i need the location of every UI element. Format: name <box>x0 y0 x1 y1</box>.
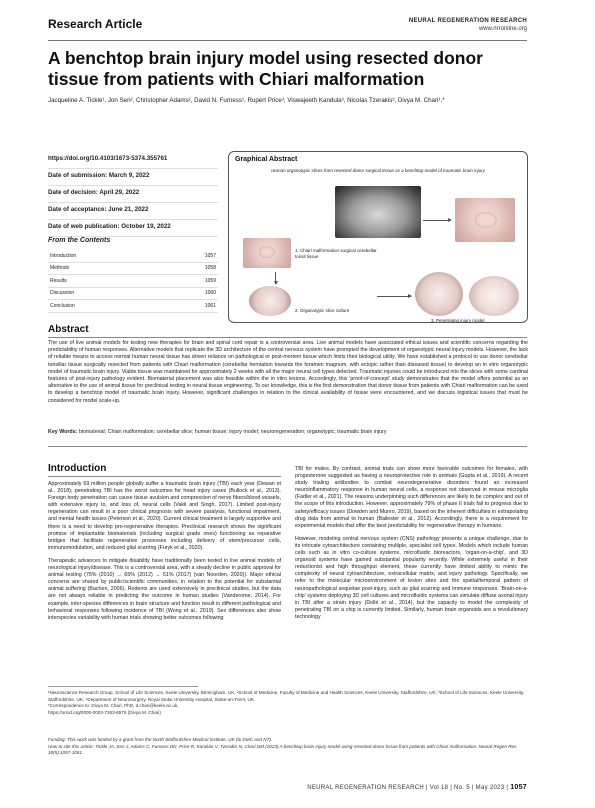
contents-item-page: 1057 <box>204 252 216 259</box>
paragraph: TBI for males. By contrast, animal trials can show more favorable outcomes for females, with progesterone suggested as having a neuroprotective role in animals (Gupta et al., 2019). A recent study trialing antibodies to combat neurodegenerative disorders found an increased neuroinflammatory response in human neural cells, a response not observed in mouse microglia (Fadler et al., 2021). The reasons underpinning such differences are likely to be complex and out of the scope of this introduction. However, approximately 79% of phase II trials fail to progress due to safety/efficacy issues (Dowden and Munro, 2019), based on the inherent difficulties in extrapolating drug data from animal to human (Bailester et al., 2012). Accordingly, there is a requirement for experimental models that offer the best predictability for regenerative therapy in humans. <box>295 466 528 529</box>
abstract-heading: Abstract <box>48 324 89 335</box>
step-label-1: 1. Chiari malformation surgical cerebellar tonsil tissue <box>295 248 377 259</box>
correspondence: *Correspondence to: Divya M. Chari, PhD, d.chari@keele.ac.uk. <box>48 703 179 709</box>
contents-item-page: 1061 <box>204 302 216 309</box>
date-decision: Date of decision: April 29, 2022 <box>48 186 218 203</box>
contents-row[interactable] <box>48 275 218 288</box>
journal-name: NEURAL REGENERATION RESEARCH <box>408 18 527 24</box>
page-footer <box>307 784 527 791</box>
author-list: Jacqueline A. Tickle¹, Jon Sen², Christopher Adams², David N. Furness¹, Rupert Price³, Viswajeeth Kandula³, Nicolas Tzerakis³, Divya M. Chari¹,* <box>48 97 445 104</box>
article-type: Research Article <box>48 17 143 31</box>
footnote-divider <box>48 686 198 687</box>
flow-arrow-icon <box>275 272 276 284</box>
contents-row[interactable] <box>48 300 218 313</box>
contents-row[interactable] <box>48 288 218 301</box>
page-number: 1057 <box>510 784 527 791</box>
contents-heading: From the Contents <box>48 237 111 244</box>
contents-item-name: Conclusion <box>50 302 75 309</box>
abstract-divider <box>48 337 527 338</box>
tissue-sample <box>475 212 497 228</box>
graphical-abstract-caption: Human organotypic slices from resected donor surgical tissue as a benchtop model of traumatic brain injury <box>271 168 485 173</box>
graphical-abstract-title: Graphical Abstract <box>235 156 298 163</box>
keywords-label: Key Words: <box>48 429 78 435</box>
affiliation-text: ¹Neuroscience Research Group, School of Life Sciences, Keele University, Birmingham, UK; ²School of Medicine, Faculty of Medicine and Health Sciences, Keele University, Staffordshire, UK; ³School of Life Sciences, Keele University, Staffordshire, UK; ⁴Department of Neurosurgery, Royal Stoke University Hospital, Stoke-on-Trent, UK <box>48 690 525 702</box>
introduction-divider <box>48 476 281 477</box>
tissue-sample-image <box>243 238 291 268</box>
doi-link[interactable]: https://doi.org/10.4103/1673-5374.355761 <box>48 152 218 169</box>
date-submission: Date of submission: March 9, 2022 <box>48 169 218 186</box>
tissue-sample-image <box>455 198 515 242</box>
citation-note: How to cite this article: Tickle JA, Sen J, Adams C, Furness DN, Price R, Kandula V, Tzerakis N, Chari DM (2023) A benchtop brain injury model using resected donor tissue from patients with Chiari malformation. Neural Regen Res 18(5):1057-1061. <box>48 743 517 756</box>
abstract-divider <box>48 446 527 447</box>
graphical-abstract <box>228 151 528 323</box>
article-meta <box>48 152 218 237</box>
contents-item-page: 1060 <box>204 290 216 297</box>
contents-item-name: Introduction <box>50 252 77 259</box>
keywords-list: biomaterial; Chiari malformation; cerebellar slice; human tissue; injury model; neuroregeneration; organotypic; traumatic brain injury <box>77 429 387 435</box>
graphical-abstract-figure <box>235 168 521 323</box>
article-title: A benchtop brain injury model using resected donor tissue from patients with Chiari malformation <box>48 48 483 89</box>
injury-model-dish-image <box>415 272 463 316</box>
contents-item-name: Methods <box>50 265 70 272</box>
contents-table <box>48 250 218 313</box>
abstract-text: The use of live animal models for testing new therapies for brain and spinal cord repair is a controversial area. Live animal models have associated ethical issues and scientific concerns regarding the predictability of human responses. Alternative models that replicate the 3D architecture of the central nervous system have prompted the development of organotypic neural injury models. However, the lack of reliable means to access normal human neural tissue has driven reliance on pathological or post-mortem tissue which limits their biological utility. We have established a protocol to use donor cerebellar tonsillar tissue surgically resected from patients with Chiari malformation (cerebellar herniation towards the foramen magnum, with ectopic rather than diseased tissue) to develop an in vitro organotypic model of traumatic brain injury. Viable tissue was maintained for approximately 2 weeks with all the major neural cell types detected. Traumatic injuries could be introduced into the slices with some cardinal features of post-injury pathology evident. Biomaterial placement was also feasible within the in vitro lesions. Accordingly, this 'proof-of-concept' study demonstrates that the model offers potential as an alternative to the use of animal tissue for preclinical testing in neural tissue engineering. To our knowledge, this is the first demonstration that donor tissue from patients with Chiari malformation can be used to develop a benchtop model of traumatic brain injury. However, significant challenges in relation to the clinical availability of tissue were encountered, and we discuss logistical issues that must be considered for model scale-up. <box>48 340 528 404</box>
step-label-3: 3. Penetrating injury model <box>431 318 485 323</box>
funding-note: Funding: This work was funded by a grant from the North Staffordshire Medical Institute, UK (to DMC and NT). <box>48 737 273 742</box>
contents-item-page: 1059 <box>204 277 216 284</box>
contents-row[interactable] <box>48 263 218 276</box>
column-left <box>48 481 281 628</box>
header-divider <box>48 40 527 41</box>
brain-scan-image <box>335 186 421 238</box>
column-right <box>295 466 528 627</box>
affiliations <box>48 690 528 716</box>
footer-journal-info: NEURAL REGENERATION RESEARCH | Vol 18 | No. 5 | May 2023 | <box>307 785 509 791</box>
date-acceptance: Date of acceptance: June 21, 2022 <box>48 203 218 220</box>
keywords <box>48 429 528 436</box>
contents-item-name: Discussion <box>50 290 75 297</box>
contents-row[interactable] <box>48 250 218 263</box>
lesion-image <box>469 276 519 316</box>
contents-item-page: 1058 <box>204 265 216 272</box>
journal-url[interactable]: www.nrronline.org <box>478 26 527 32</box>
flow-arrow-icon <box>377 296 411 297</box>
introduction-heading: Introduction <box>48 463 107 474</box>
funding-and-citation <box>48 737 528 757</box>
date-web-publication: Date of web publication: October 19, 2022 <box>48 220 218 237</box>
step-label-2: 2. Organotypic slice culture <box>295 308 350 313</box>
paragraph: Therapeutic advances to mitigate disability have traditionally been tested in live animal models of neurological injury/disease. This is a controversial area, with a steady decline in public approval for animal testing (75% (2010) → 65% (2012) → 51% (2017) (van Noorden, 2020)). Major ethical concerns are shared by public/scientific communities, in relation to the potential for substantial animal suffering (Bachen, 2006). Rodents are used extensively in preclinical studies, but the data are not always reliable in predicting the outcome in human studies (Vanderome, 2014). For example, inter-species differences in brain structure and function result in different pathological and behavioral responses following incidence of TBI (Wong et al., 2019). Sex differences also show interspecies variability with human trials showing better outcomes following <box>48 557 281 621</box>
orcid-link[interactable]: https://orcid.org/0000-0002-7263-6576 (Divya M. Chari) <box>48 709 161 715</box>
paragraph: However, modeling central nervous system (CNS) pathology presents a unique challenge, due to its intricate cytoarchitecture containing multiple, specialist cell types. Models which include human cells such as in vitro co-culture systems, microfluidic bioreactors, 'organ-on-a-chip', and 3D organoid systems have gained substantial popularity recently. While extremely useful in their reductionist and high throughput element, these currently have limited ability to mimic the complexity of neural cytoarchitecture, extracellular matrix, and injury pathology. Specifically, we refer to the molecular microenvironment of lesion sites and the spatial/temporal pattern of neuropathological sequelae post-injury, such as glial scarring and immune responses. 'Brain-on-a-chip' systems deploying 3D cell cultures and microfluidic systems can simulate diffuse axonal injury in TBI after a strain injury (Dollé et al., 2014), but the capacity to model the complexity of penetrating TBI on a chip is currently limited. Similarly, human brain organoids are a revolutionary technology <box>295 535 528 620</box>
paragraph: Approximately 69 million people globally suffer a traumatic brain injury (TBI) each year (Dewan et al., 2018); penetrating TBI has the worst outcomes for head injury cases (Bullock et al., 2013). Foreign body penetration can cause tissue avulsion and compression of nerve fibers/blood vessels, with extensive injury to, and loss of, neural cells (Vakil and Singh, 2017). Limited post-injury regeneration can result in a poor clinical prognosis with severe paralysis, functional impairment, and mental health issues (Peterson et al., 2020). Current clinical treatment is largely supportive and there is a need to develop pro-regenerative therapies. Preclinical research shows the significant promise of implantable biomaterials (including surgical grade ones) functioning as reparative bridges that facilitate regenerative processes including delivery of stem/precursor cells, immunomodulation, and reduced glial scarring (Furyk et al., 2020). <box>48 481 281 551</box>
slice-culture-dish-image <box>249 286 291 316</box>
contents-item-name: Results <box>50 277 67 284</box>
flow-arrow-icon <box>423 220 451 221</box>
tissue-sample <box>259 246 275 258</box>
